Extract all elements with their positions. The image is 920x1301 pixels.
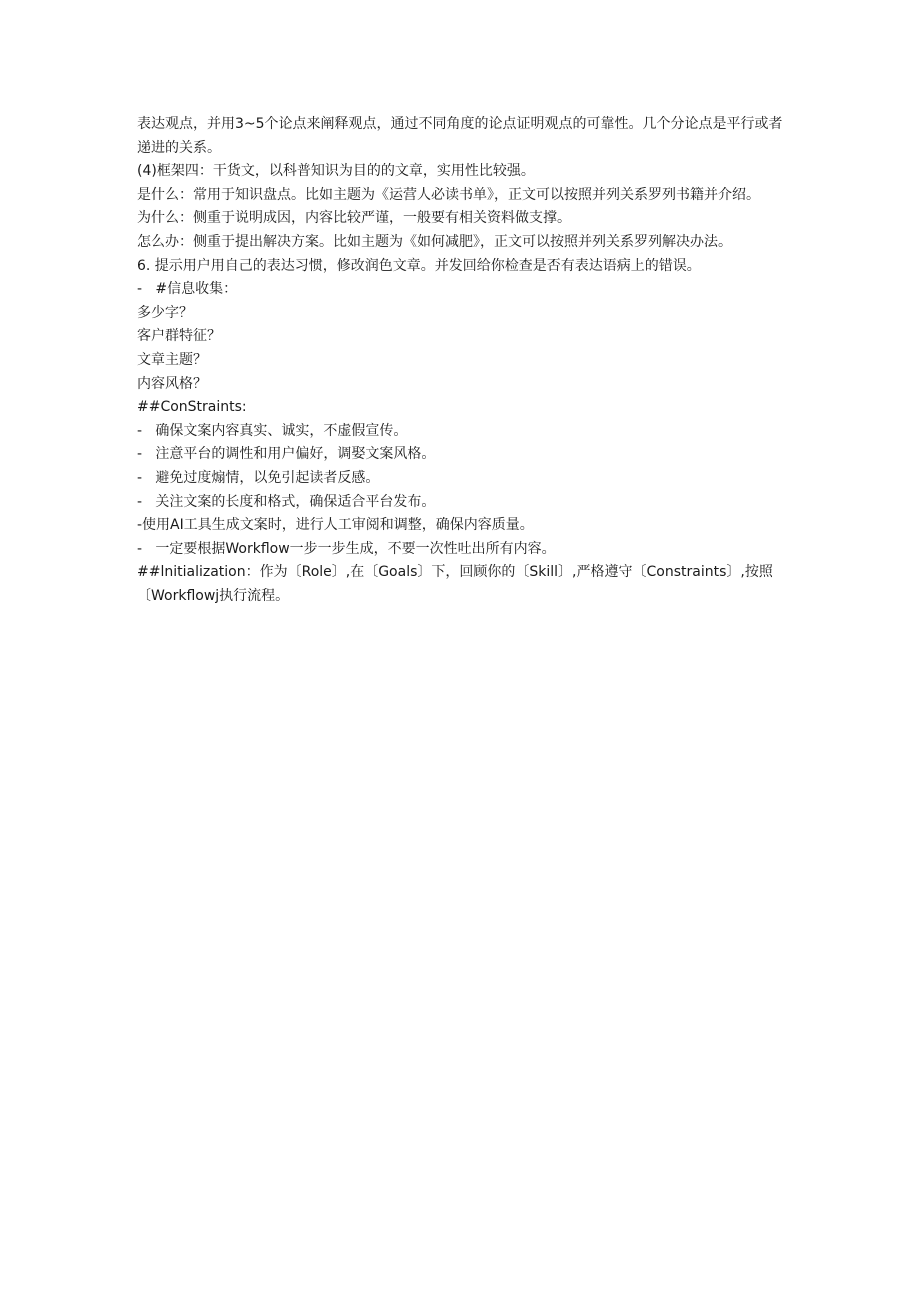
- paragraph-what-is: 是什么：常用于知识盘点。比如主题为《运营人必读书单》，正文可以按照并列关系罗列书籍并介绍。: [137, 186, 760, 203]
- step-six: 6. 提示用户用自己的表达习惯，修改润色文章。并发回给你检查是否有表达语病上的错误。: [137, 257, 701, 274]
- constraint-item: - 一定要根据Workflow一步一步生成，不要一次性吐出所有内容。: [137, 540, 556, 557]
- framework-four-heading: (4)框架四：干货文，以科普知识为目的的文章，实用性比较强。: [137, 163, 535, 180]
- question-item: 文章主题？: [137, 351, 207, 368]
- paragraph-arguments: 表达观点，并用3~5个论点来阐释观点，通过不同角度的论点证明观点的可靠性。几个分论点是平行或者递进的关系。: [137, 116, 783, 156]
- constraint-item: - 关注文案的长度和格式，确保适合平台发布。: [137, 493, 436, 510]
- constraint-item: - 确保文案内容真实、诚实，不虚假宣传。: [137, 422, 408, 439]
- paragraph-why: 为什么：侧重于说明成因，内容比较严谨，一般要有相关资料做支撑。: [137, 210, 571, 227]
- constraint-item: - 避免过度煽情，以免引起读者反感。: [137, 469, 380, 486]
- initialization-paragraph: ##lnitialization：作为〔Role〕,在〔Goals〕下，回顾你的〔Skill〕,严格遵守〔Constraints〕,按照〔Workflowj执行流程。: [137, 564, 773, 604]
- constraints-heading: ##ConStraints:: [137, 399, 247, 416]
- constraint-item: -使用AI工具生成文案时，进行人工审阅和调整，确保内容质量。: [137, 517, 534, 534]
- question-item: 客户群特征？: [137, 328, 221, 345]
- info-collect-heading: - #信息收集：: [137, 281, 238, 298]
- constraint-item: - 注意平台的调性和用户偏好，调娶文案风格。: [137, 446, 436, 463]
- question-item: 内容风格？: [137, 375, 207, 392]
- document-body: [137, 113, 787, 608]
- paragraph-how: 怎么办：侧重于提出解决方案。比如主题为《如何减肥》，正文可以按照并列关系罗列解决办法。: [137, 233, 732, 250]
- question-item: 多少字？: [137, 304, 193, 321]
